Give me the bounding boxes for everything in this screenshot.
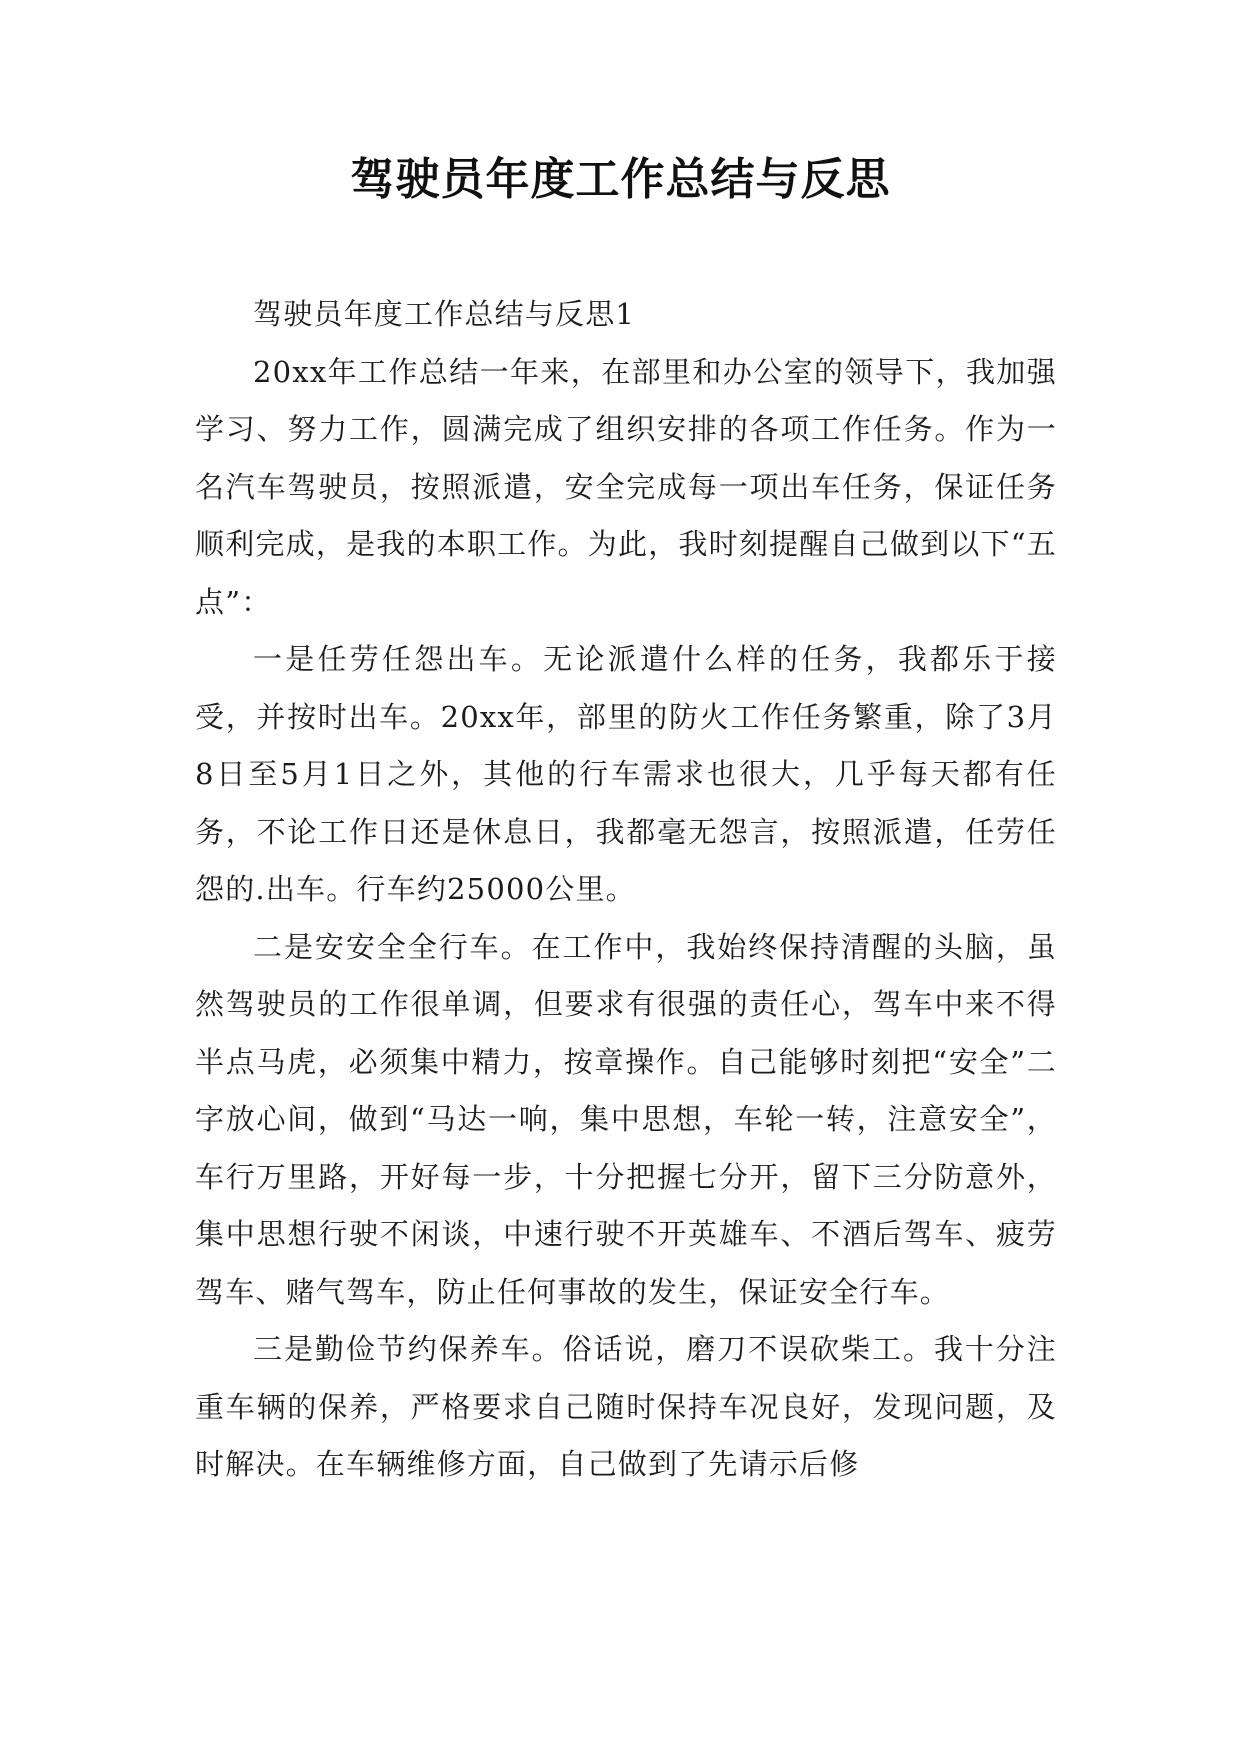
paragraph-point-two: 二是安安全全行车。在工作中，我始终保持清醒的头脑，虽然驾驶员的工作很单调，但要求有很强的责任心，驾车中来不得半点马虎，必须集中精力，按章操作。自己能够时刻把“安全”二字放心间，做到“马达一响，集中思想，车轮一转，注意安全”，车行万里路，开好每一步，十分把握七分开，留下三分防意外，集中思想行驶不闲谈，中速行驶不开英雄车、不酒后驾车、疲劳驾车、赌气驾车，防止任何事故的发生，保证安全行车。 xyxy=(195,929,1057,1309)
paragraph-point-one: 一是任劳任怨出车。无论派遣什么样的任务，我都乐于接受，并按时出车。20xx年，部里的防火工作任务繁重，除了3月8日至5月1日之外，其他的行车需求也很大，几乎每天都有任务，不论工作日还是休息日，我都毫无怨言，按照派遣，任劳任怨的.出车。行车约25000公里。 xyxy=(195,642,1057,906)
paragraph-point-three: 三是勤俭节约保养车。俗话说，磨刀不误砍柴工。我十分注重车辆的保养，严格要求自己随时保持车况良好，发现问题，及时解决。在车辆维修方面，自己做到了先请示后修 xyxy=(195,1332,1057,1481)
page-title: 驾驶员年度工作总结与反思 xyxy=(350,154,891,205)
document-body xyxy=(195,286,1057,1494)
paragraph-intro: 20xx年工作总结一年来，在部里和办公室的领导下，我加强学习、努力工作，圆满完成了组织安排的各项工作任务。作为一名汽车驾驶员，按照派遣，安全完成每一项出车任务，保证任务顺利完成，是我的本职工作。为此，我时刻提醒自己做到以下“五点”： xyxy=(195,354,1057,619)
section-heading: 驾驶员年度工作总结与反思1 xyxy=(253,297,636,331)
